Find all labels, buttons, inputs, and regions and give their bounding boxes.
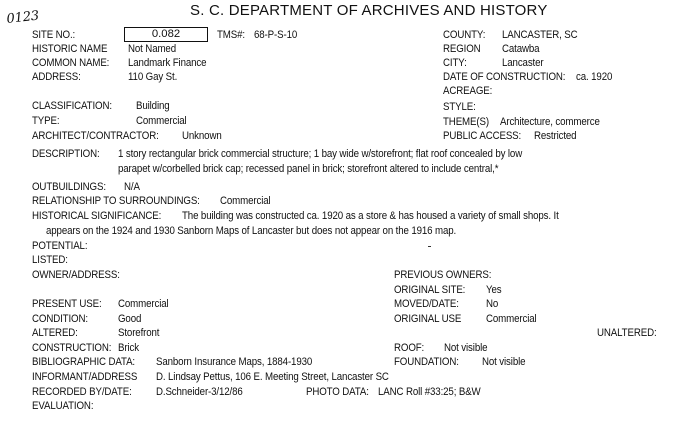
architect-value: Unknown — [182, 130, 222, 142]
informant-label: INFORMANT/ADDRESS — [32, 371, 138, 383]
historic-name-value: Not Named — [128, 43, 176, 55]
region-label: REGION — [443, 43, 481, 55]
handwritten-id: 0123 — [5, 8, 40, 27]
county-label: COUNTY: — [443, 29, 486, 41]
previous-owners-label: PREVIOUS OWNERS: — [394, 269, 492, 281]
scan-mark — [428, 246, 431, 247]
date-of-construction-value: ca. 1920 — [576, 71, 613, 83]
significance-label: HISTORICAL SIGNIFICANCE: — [32, 210, 162, 222]
address-value: 110 Gay St. — [128, 71, 178, 83]
significance-line-2: appears on the 1924 and 1930 Sanborn Maps of Lancaster but does not appear on the 1916 map. — [46, 225, 457, 237]
roof-label: ROOF: — [394, 342, 425, 354]
type-label: TYPE: — [32, 115, 60, 127]
foundation-value: Not visible — [482, 356, 526, 368]
date-of-construction-label: DATE OF CONSTRUCTION: — [443, 71, 566, 83]
original-use-label: ORIGINAL USE — [394, 313, 462, 325]
foundation-label: FOUNDATION: — [394, 356, 459, 368]
tms-label: TMS#: — [217, 29, 245, 41]
original-use-value: Commercial — [486, 313, 537, 325]
outbuildings-value: N/A — [124, 181, 140, 193]
historic-name-label: HISTORIC NAME — [32, 43, 108, 55]
architect-label: ARCHITECT/CONTRACTOR: — [32, 130, 159, 142]
moved-date-value: No — [486, 298, 499, 310]
site-no-box — [124, 27, 208, 42]
classification-value: Building — [136, 100, 170, 112]
owner-address-label: OWNER/ADDRESS: — [32, 269, 120, 281]
present-use-label: PRESENT USE: — [32, 298, 102, 310]
address-label: ADDRESS: — [32, 71, 81, 83]
acreage-label: ACREAGE: — [443, 85, 493, 97]
city-value: Lancaster — [502, 57, 544, 69]
original-site-value: Yes — [486, 284, 502, 296]
common-name-label: COMMON NAME: — [32, 57, 110, 69]
type-value: Commercial — [136, 115, 187, 127]
moved-date-label: MOVED/DATE: — [394, 298, 459, 310]
themes-value: Architecture, commerce — [500, 116, 600, 128]
potential-label: POTENTIAL: — [32, 240, 88, 252]
evaluation-label: EVALUATION: — [32, 400, 94, 412]
description-line-2: parapet w/corbelled brick cap; recessed panel in brick; storefront altered to include central,* — [118, 163, 499, 175]
region-value: Catawba — [502, 43, 540, 55]
site-no-label: SITE NO.: — [32, 29, 76, 41]
outbuildings-label: OUTBUILDINGS: — [32, 181, 106, 193]
roof-value: Not visible — [444, 342, 488, 354]
classification-label: CLASSIFICATION: — [32, 100, 112, 112]
informant-value: D. Lindsay Pettus, 106 E. Meeting Street, Lancaster SC — [156, 371, 389, 383]
construction-label: CONSTRUCTION: — [32, 342, 112, 354]
surroundings-label: RELATIONSHIP TO SURROUNDINGS: — [32, 195, 200, 207]
construction-value: Brick — [118, 342, 139, 354]
bibliographic-data-label: BIBLIOGRAPHIC DATA: — [32, 356, 136, 368]
altered-value: Storefront — [118, 327, 160, 339]
listed-label: LISTED: — [32, 254, 68, 266]
public-access-value: Restricted — [534, 130, 577, 142]
site-no-value: 0.082 — [151, 28, 181, 40]
bibliographic-data-value: Sanborn Insurance Maps, 1884-1930 — [156, 356, 313, 368]
common-name-value: Landmark Finance — [128, 57, 207, 69]
photo-data-label: PHOTO DATA: — [306, 386, 369, 398]
condition-label: CONDITION: — [32, 313, 88, 325]
public-access-label: PUBLIC ACCESS: — [443, 130, 522, 142]
altered-label: ALTERED: — [32, 327, 78, 339]
description-line-1: 1 story rectangular brick commercial structure; 1 bay wide w/storefront; flat roof concealed by low — [118, 148, 523, 160]
unaltered-label: UNALTERED: — [597, 327, 657, 339]
present-use-value: Commercial — [118, 298, 169, 310]
page-title: S. C. DEPARTMENT OF ARCHIVES AND HISTORY — [190, 2, 548, 19]
tms-value: 68-P-S-10 — [254, 29, 298, 41]
condition-value: Good — [118, 313, 142, 325]
significance-line-1: The building was constructed ca. 1920 as a store & has housed a variety of small shops. It — [182, 210, 559, 222]
county-value: LANCASTER, SC — [502, 29, 578, 41]
city-label: CITY: — [443, 57, 467, 69]
surroundings-value: Commercial — [220, 195, 271, 207]
style-label: STYLE: — [443, 101, 476, 113]
original-site-label: ORIGINAL SITE: — [394, 284, 466, 296]
themes-label: THEME(S) — [443, 116, 489, 128]
recorded-by-value: D.Schneider-3/12/86 — [156, 386, 243, 398]
description-label: DESCRIPTION: — [32, 148, 100, 160]
photo-data-value: LANC Roll #33:25; B&W — [378, 386, 481, 398]
recorded-by-label: RECORDED BY/DATE: — [32, 386, 132, 398]
